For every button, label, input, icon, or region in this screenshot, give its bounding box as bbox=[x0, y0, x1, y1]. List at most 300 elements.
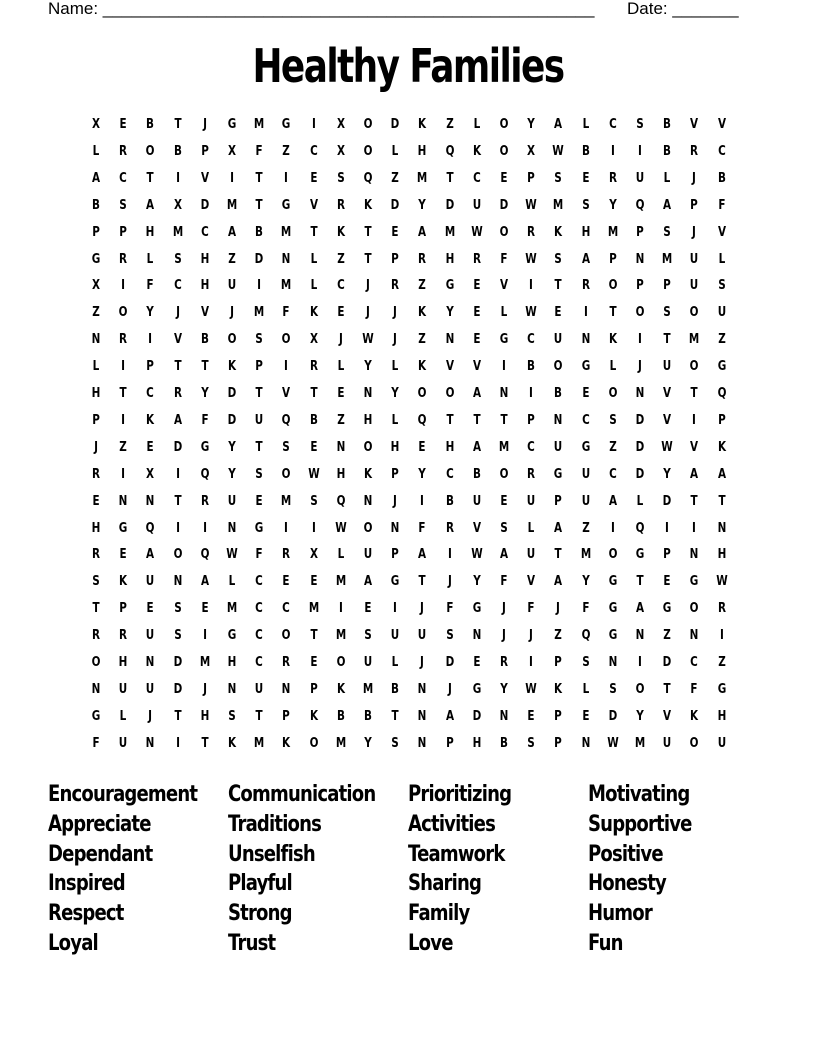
grid-letter: E bbox=[310, 574, 318, 590]
grid-letter: O bbox=[635, 681, 645, 697]
grid-letter: C bbox=[255, 628, 263, 644]
grid-letter: N bbox=[363, 386, 373, 401]
grid-letter: U bbox=[472, 197, 482, 213]
grid-letter: K bbox=[418, 305, 427, 321]
grid-row bbox=[82, 355, 735, 382]
grid-letter: S bbox=[255, 332, 263, 348]
grid-letter: P bbox=[636, 224, 644, 240]
grid-letter: R bbox=[282, 547, 291, 563]
grid-letter: W bbox=[471, 547, 483, 563]
grid-letter: B bbox=[336, 708, 345, 724]
grid-letter: O bbox=[227, 332, 237, 348]
grid-letter: T bbox=[636, 574, 644, 590]
grid-letter: J bbox=[447, 574, 452, 590]
grid-letter: B bbox=[445, 493, 454, 509]
grid-letter: U bbox=[254, 412, 264, 428]
word-list-item: Dependant bbox=[48, 841, 153, 867]
grid-letter: P bbox=[608, 251, 617, 267]
grid-letter: Y bbox=[201, 386, 209, 401]
grid-letter: V bbox=[445, 359, 454, 375]
grid-letter: V bbox=[200, 170, 209, 186]
grid-letter: J bbox=[502, 628, 506, 644]
grid-letter: P bbox=[445, 735, 454, 751]
grid-letter: E bbox=[282, 574, 290, 590]
grid-letter: G bbox=[200, 439, 210, 455]
grid-letter: O bbox=[173, 547, 183, 563]
grid-letter: H bbox=[200, 278, 210, 294]
grid-letter: V bbox=[282, 386, 291, 401]
grid-letter: P bbox=[554, 708, 563, 724]
grid-letter: I bbox=[447, 547, 452, 563]
grid-letter: R bbox=[200, 493, 209, 509]
grid-letter: I bbox=[638, 143, 642, 159]
grid-row bbox=[82, 274, 735, 301]
grid-letter: R bbox=[690, 143, 699, 159]
grid-letter: T bbox=[255, 439, 263, 455]
grid-letter: O bbox=[91, 655, 101, 670]
grid-letter: W bbox=[362, 332, 374, 348]
grid-letter: T bbox=[255, 386, 263, 401]
grid-letter: N bbox=[91, 681, 101, 697]
grid-letter: N bbox=[635, 628, 645, 644]
grid-letter: D bbox=[662, 655, 672, 670]
grid-letter: L bbox=[609, 359, 617, 375]
grid-letter: E bbox=[146, 439, 154, 455]
grid-letter: M bbox=[689, 332, 700, 348]
grid-letter: U bbox=[118, 681, 128, 697]
grid-letter: E bbox=[92, 493, 100, 509]
grid-letter: H bbox=[227, 655, 237, 670]
grid-letter: B bbox=[663, 117, 672, 132]
grid-letter: J bbox=[420, 601, 425, 617]
grid-letter: X bbox=[336, 117, 345, 132]
grid-letter: S bbox=[581, 197, 590, 213]
grid-letter: I bbox=[284, 359, 289, 375]
grid-letter: P bbox=[554, 493, 563, 509]
grid-letter: C bbox=[608, 466, 617, 482]
grid-letter: C bbox=[581, 412, 590, 428]
grid-letter: Q bbox=[363, 170, 373, 186]
grid-letter: P bbox=[309, 681, 318, 697]
grid-row bbox=[82, 221, 735, 248]
grid-letter: S bbox=[554, 251, 563, 267]
grid-letter: I bbox=[610, 520, 615, 536]
grid-letter: U bbox=[390, 628, 400, 644]
grid-letter: W bbox=[525, 251, 537, 267]
grid-letter: O bbox=[689, 305, 699, 321]
grid-letter: I bbox=[148, 332, 153, 348]
word-list-item: Positive bbox=[588, 841, 663, 867]
grid-letter: M bbox=[254, 305, 265, 321]
grid-letter: K bbox=[336, 681, 345, 697]
grid-letter: P bbox=[554, 655, 563, 670]
grid-letter: T bbox=[119, 386, 127, 401]
grid-letter: J bbox=[393, 332, 398, 348]
grid-letter: E bbox=[391, 224, 399, 240]
grid-letter: O bbox=[363, 439, 373, 455]
grid-letter: S bbox=[173, 601, 182, 617]
grid-letter: S bbox=[119, 197, 127, 213]
grid-letter: U bbox=[690, 251, 699, 267]
grid-letter: T bbox=[310, 628, 318, 644]
grid-row bbox=[82, 140, 735, 167]
grid-letter: O bbox=[445, 386, 455, 401]
grid-letter: U bbox=[363, 655, 373, 670]
grid-letter: Z bbox=[663, 628, 671, 644]
grid-letter: J bbox=[202, 681, 207, 697]
word-list-item: Fun bbox=[588, 931, 623, 956]
grid-letter: B bbox=[472, 466, 481, 482]
grid-letter: E bbox=[310, 439, 318, 455]
grid-letter: G bbox=[554, 466, 563, 482]
grid-letter: D bbox=[390, 117, 400, 132]
grid-letter: A bbox=[581, 251, 590, 267]
grid-letter: R bbox=[91, 547, 100, 563]
grid-letter: L bbox=[500, 305, 508, 321]
grid-letter: R bbox=[445, 520, 454, 536]
word-list-item: Sharing bbox=[408, 871, 482, 897]
grid-row bbox=[82, 328, 735, 355]
grid-letter: D bbox=[472, 708, 482, 724]
grid-letter: S bbox=[228, 708, 236, 724]
grid-letter: X bbox=[173, 197, 182, 213]
grid-letter: P bbox=[663, 547, 671, 563]
grid-letter: T bbox=[418, 574, 426, 590]
grid-letter: J bbox=[420, 655, 425, 670]
grid-letter: T bbox=[473, 412, 481, 428]
grid-letter: R bbox=[91, 466, 100, 482]
grid-letter: R bbox=[119, 251, 128, 267]
grid-letter: C bbox=[309, 143, 318, 159]
grid-letter: C bbox=[119, 170, 127, 186]
grid-letter: C bbox=[472, 170, 481, 186]
grid-letter: A bbox=[690, 466, 699, 482]
grid-letter: G bbox=[499, 332, 509, 348]
grid-letter: T bbox=[500, 412, 508, 428]
word-list-item: Inspired bbox=[48, 871, 125, 897]
grid-letter: U bbox=[554, 439, 563, 455]
grid-letter: K bbox=[472, 143, 481, 159]
grid-letter: M bbox=[553, 197, 564, 213]
grid-letter: O bbox=[608, 386, 618, 401]
grid-letter: R bbox=[336, 197, 345, 213]
grid-letter: S bbox=[663, 305, 671, 321]
grid-letter: I bbox=[284, 170, 289, 186]
grid-letter: T bbox=[146, 170, 154, 186]
grid-letter: U bbox=[526, 547, 536, 563]
grid-letter: U bbox=[146, 574, 155, 590]
grid-letter: S bbox=[337, 170, 345, 186]
grid-letter: B bbox=[500, 735, 508, 751]
grid-letter: Q bbox=[200, 547, 210, 563]
grid-letter: S bbox=[500, 520, 508, 536]
grid-letter: I bbox=[202, 628, 207, 644]
grid-letter: Y bbox=[636, 708, 644, 724]
grid-letter: I bbox=[529, 278, 534, 294]
grid-letter: U bbox=[227, 493, 237, 509]
grid-letter: S bbox=[527, 735, 535, 751]
grid-letter: U bbox=[146, 628, 155, 644]
word-list-item: Love bbox=[408, 931, 453, 956]
grid-letter: W bbox=[525, 305, 537, 321]
grid-letter: K bbox=[119, 574, 128, 590]
grid-letter: K bbox=[282, 735, 291, 751]
grid-letter: O bbox=[281, 332, 291, 348]
grid-letter: E bbox=[119, 117, 127, 132]
grid-letter: I bbox=[420, 493, 425, 509]
grid-letter: C bbox=[527, 332, 535, 348]
grid-letter: J bbox=[366, 305, 370, 321]
grid-letter: B bbox=[146, 117, 155, 132]
grid-letter: I bbox=[610, 143, 615, 159]
grid-letter: G bbox=[254, 520, 264, 536]
grid-letter: M bbox=[417, 170, 428, 186]
grid-letter: W bbox=[525, 197, 537, 213]
grid-letter: T bbox=[310, 224, 318, 240]
grid-letter: H bbox=[363, 412, 373, 428]
grid-letter: B bbox=[717, 170, 726, 186]
grid-letter: L bbox=[636, 493, 644, 509]
grid-letter: E bbox=[310, 655, 318, 670]
word-list-item: Strong bbox=[228, 901, 292, 927]
grid-letter: U bbox=[554, 332, 563, 348]
word-list-item: Unselfish bbox=[228, 841, 315, 867]
grid-letter: R bbox=[717, 601, 726, 617]
grid-letter: L bbox=[92, 143, 100, 159]
grid-letter: P bbox=[527, 412, 535, 428]
grid-letter: N bbox=[554, 412, 563, 428]
grid-letter: I bbox=[502, 359, 506, 375]
grid-letter: O bbox=[499, 143, 509, 159]
grid-letter: C bbox=[445, 466, 454, 482]
grid-letter: X bbox=[91, 117, 101, 132]
grid-letter: Y bbox=[364, 735, 372, 751]
grid-letter: F bbox=[718, 197, 726, 213]
grid-letter: L bbox=[228, 574, 236, 590]
grid-letter: F bbox=[201, 412, 209, 428]
grid-letter: Z bbox=[418, 278, 427, 294]
grid-letter: O bbox=[336, 655, 346, 670]
grid-letter: E bbox=[554, 305, 562, 321]
grid-letter: J bbox=[148, 708, 153, 724]
grid-letter: U bbox=[526, 493, 536, 509]
grid-letter: N bbox=[282, 251, 291, 267]
grid-letter: I bbox=[692, 520, 697, 536]
grid-letter: L bbox=[391, 655, 399, 670]
grid-letter: T bbox=[174, 117, 182, 132]
grid-letter: N bbox=[608, 655, 618, 670]
grid-letter: V bbox=[663, 386, 672, 401]
grid-letter: L bbox=[337, 547, 345, 563]
grid-letter: S bbox=[391, 735, 399, 751]
grid-letter: S bbox=[255, 466, 263, 482]
grid-letter: E bbox=[473, 278, 481, 294]
grid-letter: L bbox=[391, 359, 399, 375]
grid-letter: C bbox=[336, 278, 345, 294]
grid-letter: Q bbox=[200, 466, 210, 482]
grid-letter: G bbox=[690, 574, 699, 590]
grid-letter: G bbox=[91, 251, 101, 267]
grid-letter: J bbox=[692, 170, 697, 186]
grid-letter: K bbox=[227, 735, 237, 751]
grid-letter: I bbox=[175, 466, 180, 482]
grid-letter: O bbox=[145, 143, 155, 159]
grid-letter: V bbox=[173, 332, 182, 348]
grid-letter: I bbox=[121, 466, 126, 482]
grid-letter: S bbox=[554, 170, 563, 186]
grid-letter: V bbox=[663, 708, 672, 724]
grid-letter: O bbox=[363, 117, 373, 132]
grid-letter: M bbox=[498, 439, 510, 455]
grid-letter: G bbox=[717, 359, 726, 375]
grid-letter: I bbox=[121, 278, 126, 294]
grid-letter: H bbox=[472, 735, 482, 751]
grid-letter: E bbox=[201, 601, 209, 617]
grid-letter: C bbox=[255, 574, 263, 590]
grid-letter: N bbox=[717, 520, 726, 536]
grid-letter: I bbox=[121, 412, 126, 428]
date-field-line: Date: _______ bbox=[627, 0, 739, 18]
grid-letter: H bbox=[445, 251, 454, 267]
grid-letter: T bbox=[255, 708, 263, 724]
grid-letter: X bbox=[336, 143, 345, 159]
grid-letter: K bbox=[418, 359, 427, 375]
grid-letter: S bbox=[636, 117, 644, 132]
grid-letter: G bbox=[282, 197, 291, 213]
grid-letter: G bbox=[91, 708, 101, 724]
grid-letter: F bbox=[146, 278, 154, 294]
grid-letter: A bbox=[418, 547, 427, 563]
grid-letter: Q bbox=[581, 628, 591, 644]
grid-letter: Z bbox=[337, 412, 345, 428]
grid-letter: T bbox=[174, 359, 182, 375]
grid-letter: Q bbox=[717, 386, 727, 401]
grid-letter: B bbox=[255, 224, 264, 240]
grid-letter: B bbox=[309, 412, 318, 428]
grid-letter: L bbox=[92, 359, 100, 375]
grid-letter: A bbox=[472, 386, 481, 401]
grid-letter: L bbox=[391, 412, 399, 428]
grid-letter: Y bbox=[609, 197, 617, 213]
grid-letter: Y bbox=[228, 466, 236, 482]
grid-letter: U bbox=[690, 278, 699, 294]
grid-letter: Z bbox=[119, 439, 127, 455]
grid-letter: D bbox=[254, 251, 264, 267]
grid-letter: K bbox=[554, 224, 563, 240]
grid-letter: I bbox=[257, 278, 262, 294]
grid-letter: M bbox=[335, 735, 346, 751]
grid-letter: T bbox=[663, 681, 671, 697]
grid-letter: I bbox=[202, 520, 207, 536]
grid-letter: F bbox=[418, 520, 426, 536]
grid-letter: P bbox=[119, 601, 127, 617]
grid-letter: Y bbox=[500, 681, 508, 697]
grid-letter: O bbox=[689, 601, 699, 617]
grid-letter: Y bbox=[581, 574, 590, 590]
grid-letter: J bbox=[393, 493, 398, 509]
grid-letter: Z bbox=[391, 170, 399, 186]
grid-letter: T bbox=[609, 305, 617, 321]
grid-letter: B bbox=[92, 197, 100, 213]
grid-letter: O bbox=[417, 386, 427, 401]
grid-letter: K bbox=[227, 359, 237, 375]
grid-letter: U bbox=[472, 493, 482, 509]
grid-letter: H bbox=[146, 224, 155, 240]
grid-letter: A bbox=[173, 412, 182, 428]
grid-letter: S bbox=[663, 224, 671, 240]
grid-letter: V bbox=[472, 520, 481, 536]
grid-letter: N bbox=[173, 574, 182, 590]
grid-letter: C bbox=[255, 655, 263, 670]
grid-letter: W bbox=[226, 547, 238, 563]
grid-letter: A bbox=[554, 520, 563, 536]
grid-letter: W bbox=[525, 681, 537, 697]
grid-letter: O bbox=[363, 143, 373, 159]
grid-letter: T bbox=[446, 170, 454, 186]
grid-letter: T bbox=[310, 386, 318, 401]
grid-letter: T bbox=[255, 170, 263, 186]
grid-letter: N bbox=[227, 520, 237, 536]
grid-letter: Q bbox=[635, 197, 645, 213]
grid-letter: U bbox=[717, 735, 726, 751]
grid-letter: Y bbox=[228, 439, 236, 455]
grid-letter: G bbox=[608, 628, 618, 644]
grid-letter: A bbox=[717, 466, 726, 482]
grid-letter: K bbox=[418, 117, 427, 132]
grid-letter: F bbox=[92, 735, 100, 751]
grid-letter: A bbox=[608, 493, 617, 509]
grid-letter: R bbox=[527, 466, 536, 482]
grid-letter: Q bbox=[336, 493, 346, 509]
grid-letter: J bbox=[529, 628, 534, 644]
grid-letter: N bbox=[445, 332, 454, 348]
word-list-item: Playful bbox=[228, 871, 292, 897]
grid-letter: F bbox=[500, 574, 508, 590]
grid-letter: W bbox=[335, 520, 347, 536]
grid-letter: K bbox=[146, 412, 155, 428]
grid-letter: A bbox=[554, 117, 563, 132]
grid-letter: D bbox=[227, 386, 237, 401]
grid-letter: K bbox=[608, 332, 617, 348]
grid-letter: L bbox=[718, 251, 725, 267]
grid-letter: R bbox=[119, 628, 128, 644]
grid-row bbox=[82, 705, 735, 732]
grid-letter: M bbox=[662, 251, 673, 267]
grid-letter: S bbox=[364, 628, 372, 644]
grid-letter: U bbox=[662, 359, 672, 375]
grid-letter: L bbox=[337, 359, 345, 375]
grid-letter: R bbox=[499, 655, 508, 670]
grid-letter: M bbox=[580, 547, 591, 563]
grid-letter: G bbox=[662, 601, 672, 617]
grid-letter: L bbox=[663, 170, 671, 186]
grid-letter: F bbox=[255, 143, 263, 159]
grid-letter: M bbox=[634, 735, 646, 751]
grid-letter: U bbox=[146, 681, 155, 697]
grid-letter: M bbox=[199, 655, 210, 670]
grid-letter: L bbox=[473, 117, 481, 132]
word-list-item: Appreciate bbox=[48, 811, 151, 837]
grid-letter: Q bbox=[417, 412, 427, 428]
grid-row bbox=[82, 248, 735, 275]
grid-row bbox=[82, 301, 735, 328]
grid-letter: U bbox=[118, 735, 128, 751]
grid-letter: K bbox=[690, 708, 699, 724]
grid-letter: L bbox=[310, 278, 317, 294]
grid-letter: Z bbox=[554, 628, 563, 644]
grid-row bbox=[82, 436, 735, 463]
grid-letter: R bbox=[173, 386, 182, 401]
